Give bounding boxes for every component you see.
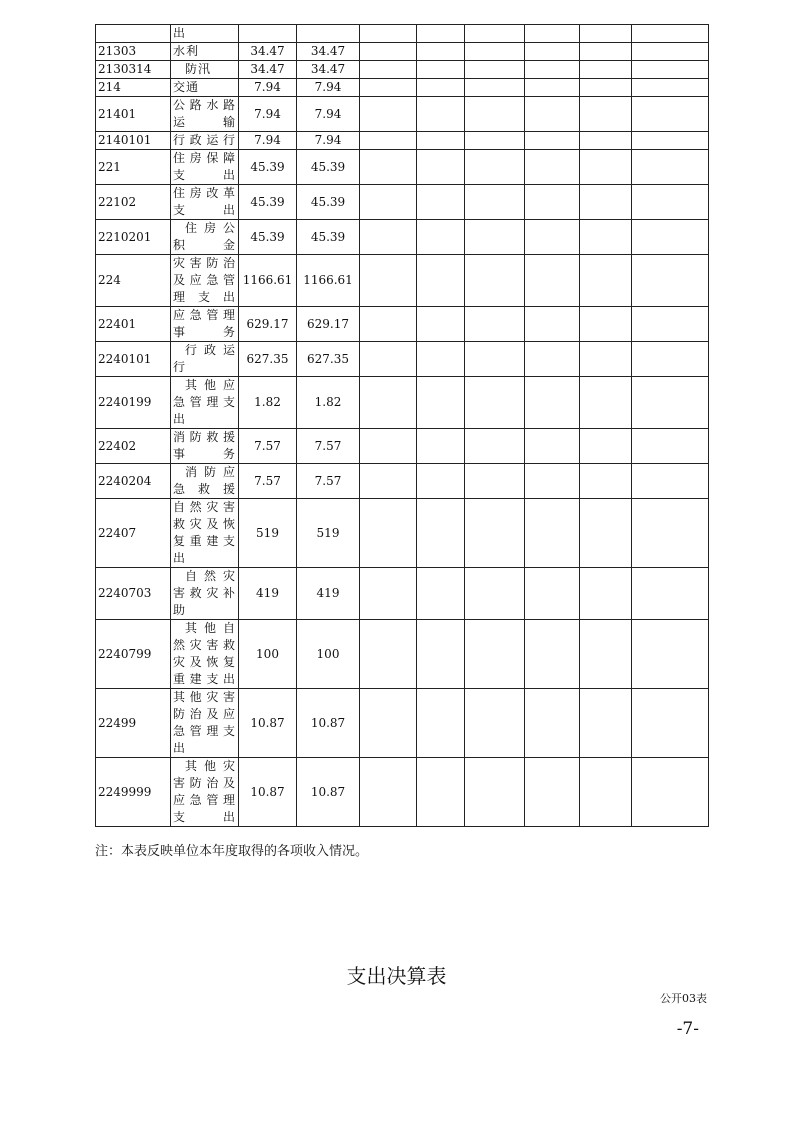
empty-cell [465,620,525,689]
table-row [96,61,709,79]
empty-cell [465,43,525,61]
subject-name-cell: 交通 [171,79,239,97]
amount-cell: 7.94 [239,132,297,150]
empty-cell [580,25,632,43]
empty-cell [580,132,632,150]
subject-name-cell: 其他应急管理支出 [171,377,239,429]
empty-cell [417,79,465,97]
empty-cell [417,220,465,255]
empty-cell [525,79,580,97]
subject-code-cell: 2240204 [96,464,171,499]
empty-cell [632,377,709,429]
amount-cell: 34.47 [239,43,297,61]
empty-cell [417,307,465,342]
empty-cell [632,132,709,150]
empty-cell [580,464,632,499]
empty-cell [465,79,525,97]
amount-cell: 1.82 [297,377,360,429]
amount-cell: 7.94 [297,97,360,132]
empty-cell [360,185,417,220]
empty-cell [360,499,417,568]
empty-cell [417,758,465,827]
amount-cell: 45.39 [297,150,360,185]
subject-name-cell: 自然灾害救灾及恢复重建支出 [171,499,239,568]
table-row [96,97,709,132]
subject-code-cell: 22407 [96,499,171,568]
amount-cell: 45.39 [239,185,297,220]
subject-name-cell: 其他灾害防治及应急管理支出 [171,689,239,758]
empty-cell [360,255,417,307]
empty-cell [525,97,580,132]
empty-cell [580,79,632,97]
empty-cell [632,689,709,758]
empty-cell [417,499,465,568]
empty-cell [525,61,580,79]
subject-code-cell: 22401 [96,307,171,342]
table-row [96,132,709,150]
empty-cell [525,499,580,568]
empty-cell [525,132,580,150]
empty-cell [465,429,525,464]
empty-cell [580,61,632,79]
empty-cell [580,377,632,429]
empty-cell [525,25,580,43]
empty-cell [580,429,632,464]
amount-cell: 10.87 [297,689,360,758]
empty-cell [360,220,417,255]
subject-code-cell: 21401 [96,97,171,132]
empty-cell [465,97,525,132]
empty-cell [465,689,525,758]
empty-cell [632,499,709,568]
subject-name-cell: 其他灾害防治及应急管理支出 [171,758,239,827]
table-row [96,255,709,307]
empty-cell [465,499,525,568]
amount-cell: 45.39 [297,185,360,220]
empty-cell [465,758,525,827]
amount-cell: 7.57 [297,429,360,464]
empty-cell [580,620,632,689]
table-row [96,220,709,255]
empty-cell [417,620,465,689]
page-number: -7- [676,1019,699,1039]
subject-name-cell: 住房公积金 [171,220,239,255]
subject-name-cell: 行政运行 [171,132,239,150]
subject-name-cell: 应急管理事务 [171,307,239,342]
empty-cell [580,307,632,342]
empty-cell [360,758,417,827]
empty-cell [465,342,525,377]
amount-cell: 34.47 [297,43,360,61]
amount-cell: 7.94 [297,132,360,150]
empty-cell [632,185,709,220]
subject-code-cell: 2240101 [96,342,171,377]
empty-cell [360,377,417,429]
amount-cell: 1166.61 [239,255,297,307]
amount-cell: 629.17 [297,307,360,342]
empty-cell [417,132,465,150]
empty-cell [525,342,580,377]
empty-cell [632,255,709,307]
amount-cell: 7.57 [239,429,297,464]
empty-cell [525,758,580,827]
empty-cell [417,97,465,132]
empty-cell [525,307,580,342]
subject-code-cell: 2140101 [96,132,171,150]
empty-cell [580,185,632,220]
table-row [96,758,709,827]
table-body [96,25,709,827]
subject-code-cell [96,25,171,43]
subject-name-cell: 出 [171,25,239,43]
subject-name-cell: 防汛 [171,61,239,79]
empty-cell [580,689,632,758]
amount-cell: 34.47 [297,61,360,79]
empty-cell [360,132,417,150]
amount-cell [297,25,360,43]
empty-cell [580,499,632,568]
empty-cell [525,568,580,620]
form-number: 公开03表 [660,992,707,1005]
amount-cell: 100 [297,620,360,689]
subject-code-cell: 21303 [96,43,171,61]
empty-cell [525,620,580,689]
empty-cell [360,429,417,464]
empty-cell [580,758,632,827]
table-row [96,689,709,758]
empty-cell [465,220,525,255]
table-row [96,499,709,568]
empty-cell [580,255,632,307]
empty-cell [632,61,709,79]
empty-cell [465,255,525,307]
amount-cell: 627.35 [297,342,360,377]
empty-cell [632,97,709,132]
subject-name-cell: 消防救援事务 [171,429,239,464]
amount-cell: 10.87 [239,689,297,758]
empty-cell [360,61,417,79]
amount-cell: 7.94 [297,79,360,97]
empty-cell [417,429,465,464]
empty-cell [360,689,417,758]
empty-cell [417,377,465,429]
empty-cell [632,620,709,689]
empty-cell [417,568,465,620]
subject-code-cell: 214 [96,79,171,97]
amount-cell: 419 [239,568,297,620]
table-row [96,342,709,377]
amount-cell: 45.39 [297,220,360,255]
amount-cell: 519 [297,499,360,568]
amount-cell [239,25,297,43]
amount-cell: 419 [297,568,360,620]
empty-cell [632,25,709,43]
empty-cell [417,689,465,758]
empty-cell [465,61,525,79]
subject-name-cell: 行政运行 [171,342,239,377]
empty-cell [632,464,709,499]
amount-cell: 627.35 [239,342,297,377]
empty-cell [465,150,525,185]
empty-cell [525,377,580,429]
subject-code-cell: 221 [96,150,171,185]
empty-cell [632,307,709,342]
empty-cell [632,568,709,620]
subject-code-cell: 22102 [96,185,171,220]
empty-cell [360,620,417,689]
table-row [96,150,709,185]
subject-code-cell: 2240703 [96,568,171,620]
subject-name-cell: 公路水路运输 [171,97,239,132]
empty-cell [417,43,465,61]
empty-cell [632,758,709,827]
amount-cell: 7.94 [239,97,297,132]
amount-cell: 519 [239,499,297,568]
amount-cell: 45.39 [239,150,297,185]
section-title: 支出决算表 [346,964,447,988]
table-row [96,377,709,429]
amount-cell: 629.17 [239,307,297,342]
empty-cell [525,689,580,758]
empty-cell [360,79,417,97]
amount-cell: 7.94 [239,79,297,97]
empty-cell [465,568,525,620]
subject-code-cell: 22402 [96,429,171,464]
table-row [96,464,709,499]
subject-name-cell: 灾害防治及应急管理支出 [171,255,239,307]
subject-name-cell: 其他自然灾害救灾及恢复重建支出 [171,620,239,689]
empty-cell [632,429,709,464]
empty-cell [465,185,525,220]
amount-cell: 45.39 [239,220,297,255]
subject-name-cell: 住房改革支出 [171,185,239,220]
table-row [96,79,709,97]
empty-cell [525,43,580,61]
empty-cell [580,97,632,132]
empty-cell [465,25,525,43]
amount-cell: 34.47 [239,61,297,79]
empty-cell [465,464,525,499]
empty-cell [525,185,580,220]
empty-cell [525,150,580,185]
empty-cell [417,150,465,185]
empty-cell [525,429,580,464]
amount-cell: 1.82 [239,377,297,429]
empty-cell [417,61,465,79]
subject-code-cell: 2240799 [96,620,171,689]
empty-cell [580,342,632,377]
table-note: 注：本表反映单位本年度取得的各项收入情况。 [95,844,369,859]
table-row [96,25,709,43]
empty-cell [417,25,465,43]
subject-name-cell: 水利 [171,43,239,61]
table-row [96,429,709,464]
empty-cell [580,568,632,620]
income-table [95,24,709,827]
empty-cell [360,25,417,43]
empty-cell [632,43,709,61]
amount-cell: 7.57 [239,464,297,499]
subject-name-cell: 住房保障支出 [171,150,239,185]
empty-cell [580,150,632,185]
amount-cell: 100 [239,620,297,689]
empty-cell [525,464,580,499]
amount-cell: 10.87 [297,758,360,827]
table-row [96,307,709,342]
empty-cell [525,255,580,307]
subject-code-cell: 2240199 [96,377,171,429]
amount-cell: 7.57 [297,464,360,499]
subject-code-cell: 2249999 [96,758,171,827]
amount-cell: 10.87 [239,758,297,827]
empty-cell [417,255,465,307]
empty-cell [360,307,417,342]
subject-code-cell: 22499 [96,689,171,758]
subject-name-cell: 消防应急救援 [171,464,239,499]
subject-code-cell: 2210201 [96,220,171,255]
empty-cell [632,79,709,97]
empty-cell [360,342,417,377]
empty-cell [360,43,417,61]
table-row [96,568,709,620]
empty-cell [417,342,465,377]
empty-cell [417,464,465,499]
subject-name-cell: 自然灾害救灾补助 [171,568,239,620]
empty-cell [465,307,525,342]
empty-cell [632,220,709,255]
table-row [96,620,709,689]
empty-cell [632,342,709,377]
table-row [96,43,709,61]
empty-cell [360,568,417,620]
empty-cell [360,97,417,132]
empty-cell [580,220,632,255]
empty-cell [417,185,465,220]
empty-cell [465,377,525,429]
empty-cell [632,150,709,185]
subject-code-cell: 2130314 [96,61,171,79]
empty-cell [465,132,525,150]
empty-cell [360,464,417,499]
subject-code-cell: 224 [96,255,171,307]
empty-cell [360,150,417,185]
amount-cell: 1166.61 [297,255,360,307]
empty-cell [580,43,632,61]
table-row [96,185,709,220]
empty-cell [525,220,580,255]
